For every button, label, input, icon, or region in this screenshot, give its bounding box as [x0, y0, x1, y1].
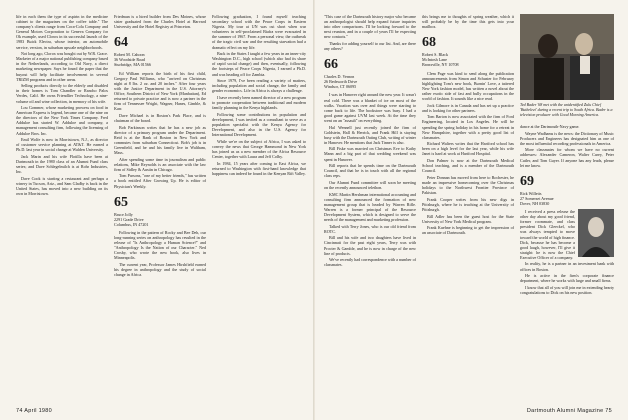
- paragraph: While we're on the subject of Africa, I was asked to convey the news that George Hammond in New York has joined us as a new member of the Africa Resource Center, together with Laura and Jeff Colby.: [212, 138, 306, 159]
- class-secretary-address: [324, 74, 416, 89]
- class-year-heading: 64: [114, 35, 128, 51]
- address-line: Rick Willetts: [520, 190, 542, 196]
- paragraph: Jack Marin and his wife Flotilla have been at Dartmouth in the 1980 class of an Alumni Fund class series; and Dave Schlegelmilch is at Rohr Industries, Inc.: [16, 153, 108, 175]
- paragraph: In reality, he is a partner in an investment bank with offices in Boston.: [520, 261, 614, 272]
- address-line: 26 Bedsworth Drive: [324, 79, 358, 85]
- paragraph: Thanks for adding yourself to our list. And, are there any others?: [324, 40, 416, 52]
- photo-gleeckel: [578, 209, 614, 257]
- class-secretary-address: [114, 52, 206, 67]
- paragraph: Jock Gilmore is in Canada and has set up a practice and is looking for other partners.: [422, 102, 514, 113]
- paragraph: Dave Cook is starting a restaurant and perhaps a winery in Tucson, Ariz., and Sam Gladby is back in the United States, has moved into a new building on its own in Morristown.: [16, 175, 108, 197]
- paragraph: More classmates for whom we have no current addresses: Alexander Cameron, Walter Carey, Peter Cutler, and Tom Guyer. If anyone has any leads, please let me know.: [520, 147, 614, 168]
- right-col-1: [324, 14, 416, 414]
- address-line: Sturbridge, MA 01566: [114, 62, 151, 68]
- paragraph: I received a press release the other day about my good friend, former roommate, and class president Dick Gleeckel, who was always tempted to move toward the world of high finance. Dick, because he has become a good laugh, however, I'll give it straight: he is now the Chief Executive Officer of a company.: [520, 209, 575, 260]
- paragraph: Wayne Wadhams is the news: the Dictionary of Music Producers and Engineers has designated him as one of the most influential recording professionals in America.: [520, 130, 614, 146]
- paragraph: Bob Parkinson writes that he has a new job as director of a primary program under the Department. Reid is at the Bank of Boston in New York and commutes from suburban Connecticut. Bob's job is in Greenfield, and he and his family live in Waltham, Mass.: [114, 124, 206, 155]
- paragraph: Clem Page was kind to send along the publication announcements from Simon and Schuster for February highlighting Tom's new book, Burnin' Love, a tattered New York fashion model, has written a novel about the rather exotic side of fast and bully occupations in the world of fashion. It sounds like a nice read.: [422, 70, 514, 102]
- photo-image: [520, 14, 614, 100]
- paragraph: Tom Barton is now associated with the firm of Ford Engineering, located in Los Angeles. He will be spending the spring holiday in his home for a retreat in New Hampshire, together with a pretty good list of classmates.: [422, 114, 514, 140]
- paragraph: Don Palmer is now at the Dartmouth Medical School teaching, and is a member of the Dartmouth Council.: [422, 158, 514, 174]
- paragraph: Talked with Terry Jones, who is our old friend from ROTC.: [324, 223, 416, 234]
- address-line: 36 Woodside Road: [114, 57, 145, 63]
- paragraph: Not long ago, Clorox was bought out by W.R. Grace. Marketer of a major national publishing company based in the Netherlands, according to Old Navy, a direct marketing newspaper. Says he found the paper that the buyout will help facilitate involvement in several TRIZM programs and in other areas.: [16, 51, 108, 82]
- paragraph: He is active in the firm's corporate finance department, where he works with large and small firms.: [520, 273, 614, 284]
- address-line: Robert M. Cahoon: [114, 52, 145, 58]
- paragraph: KMC Martin Hershman international accounting and consulting firm announced the formation of new management group that is headed by Warren Rifle. Warren is a former principal of the Resource Development System, which is designed to serve the needs of the management and marketing profession.: [324, 191, 416, 223]
- paragraph: Bill and his wife and two daughters have lived in Cincinnati for the past eight years, Terry was with Procter & Gamble, and he is now in charge of the new line of products.: [324, 235, 416, 256]
- paragraph: Ed William reports the birth of his first child, Gregory Paul Williams, who "arrived on Christmas night at 8 lbs. 2 oz. and 20 inches." After four years with the Justice Department in the U.S. Attorney's Office, Southern District of New York (Manhattan), Ed returned to private practice and is now a partner in the firm of Tennessee Wright, Wagner, Hanes, Gimble, & Karr.: [114, 70, 206, 112]
- right-col-2: [422, 14, 514, 414]
- left-col-2: [114, 14, 206, 414]
- paragraph: Following some contributions in population and development, I was invited as a consultant to serve as a population specialist with the Kenya Agency for Development, and also in the U.S. Agency for International Development.: [212, 111, 306, 138]
- paragraph: Richard Walters writes that the Hartford school has been on a high level for the last year, while his wife Janet is hard at work at Hartford Hospital.: [422, 141, 514, 157]
- paragraph: Our Alumni Fund committee will soon be meeting on the recently announced telethon.: [324, 179, 416, 191]
- paragraph: The current year, Professor James Hirshfield earned his degree in anthropology and the study of social change in Africa.: [114, 261, 206, 278]
- class-year-heading: 66: [324, 57, 338, 73]
- paragraph: Frank Kuehne is beginning to get the impression of an associate of Dartmouth.: [422, 225, 514, 236]
- address-line: 2291 Grade Drive: [114, 216, 144, 222]
- class-year-heading: 65: [114, 194, 128, 210]
- left-page-footer: 74 April 1980: [16, 408, 53, 414]
- left-col-3: [212, 14, 306, 414]
- paragraph: this brings me to thoughts of spring weather, which it will probably be by the time this gets into your mailbox.: [422, 14, 514, 30]
- class-year-heading: 68: [422, 35, 436, 51]
- paragraph: Back in the States I taught a few years in an inner-city Washington D.C., high school (which also had its share of rapid social change) and then, eventually, following the footsteps of Peace Corps Nigeria, I earned a Ph.D. and was heading off for Zambia.: [212, 51, 306, 77]
- paragraph: After spending some time in journalism and public relations, Mike Reynolds is an associate with the law firm of Sidley & Austin in Chicago.: [114, 156, 206, 172]
- paragraph: Selling products directly to the elderly and disabled in their homes is Tom Chandler or Rancho Palos Verdes, Calif. He owns Friendlier Technology, a nine-volume oil and wine collection, in memory of his wife.: [16, 83, 108, 104]
- class-secretary-address: [520, 191, 614, 206]
- address-line: Columbus, IN 47201: [114, 221, 149, 227]
- photo-bader-chief: [520, 14, 614, 100]
- right-col-3: [520, 124, 614, 400]
- paragraph: Peter Donnan has moved from here to Rochester, he made an impressive homecoming over the Christmas holidays to the Northwest Frontier Province of Pakistan.: [422, 174, 514, 196]
- portrait-image: [578, 209, 614, 257]
- paragraph: life in each them the type of aspirin in the medicine cabinet to the magazines on the coffee table." The company's clients range from Coca-Cola Company and General Motors Corporation to Geneva Company for Ok example, used Clorox in its successful launch of the 1983 Buick Electra, whose interior, an automobile service, version, in suburban upscale neighborhoods.: [16, 14, 108, 50]
- address-line: McIntosh Lane: [422, 57, 447, 63]
- paragraph: Bill reports that he spends time on the Dartmouth Council, and that he is in touch with all the regional class reps.: [324, 163, 416, 179]
- address-line: Charles D. Vernon: [324, 74, 355, 80]
- class-secretary-address: [114, 212, 206, 227]
- left-col-1: [16, 14, 108, 406]
- paragraph: I know that all of you will join me in extending hearty congratulations to Dick on his new position.: [520, 284, 614, 295]
- address-line: Bronxville, NY 10708: [422, 62, 459, 68]
- paragraph: Lou Gommer, whose marketing prowess on food in American Express is legend, became one of the nine on the directors of the New York Times Company. Fred Adduloe has started W. Adduloe and company, a management consulting firm, following the licensing of Adduloe Bros. Inc.: [16, 105, 108, 136]
- paragraph: Tom Parsons, "one of my better friends," has written a book entitled After Growing Up. He is editor of Physician's Weekly.: [114, 173, 206, 189]
- paragraph: "This case of the Dartmouth history major who became an anthropologist should help expand future inquiries into other comparisons. I'll be looking forward to the next reunion, and in a couple of years I'll be expecting new contacts.": [324, 14, 416, 40]
- paragraph: Frank Cooper writes from his new digs in Pittsburgh, where he is teaching at the University of Pittsburgh.: [422, 196, 514, 212]
- paragraph: Dave Michael is in Boston's Park Place, and is chairman of the board.: [114, 112, 206, 123]
- paragraph: Following graduation, I found myself teaching secondary school with the Peace Corps in Eastern Nigeria. My tour at UN was cut short when war volunteers in self-proclaimed Biafra were evacuated in the summer of 1967. From a personal view, the outbreak of the tragic civil war and the resulting starvation had a dramatic effect on my life.: [212, 14, 306, 50]
- paragraph: I have recently been named director of a new program to promote cooperation between traditional and modern family planning in the Kenya highlands.: [212, 94, 306, 111]
- page-gutter: [313, 0, 315, 420]
- paragraph: dance at the Dartmouth-Navy game.: [520, 124, 580, 129]
- paragraph: Bill Fiske was married on Christmas Eve to Kathy Mann and a big part of that wedding weekend was spent in Hanover.: [324, 146, 416, 162]
- class-secretary-address: [422, 52, 514, 67]
- photo-caption: Ted Bader '68 met with the unidentified Zulu Chief 'Buthelezi' during a recent trip to South Africa. Bader is a television producer with Good Morning America.: [520, 102, 613, 117]
- paragraph: We've recently had correspondence with a number of classmates.: [324, 257, 416, 268]
- paragraph: Friedman is a hired builder from Des Moines, whose sister graduated from the Charles Hotel at Harvard University and the Hotel Registry at Princeton.: [114, 14, 206, 30]
- paragraph: Emil Wolfe is now in Morristown, N.J., as director of customer service planning at AT&T. He earned a Ph.D. last year in social change at Walden University.: [16, 137, 108, 153]
- address-line: Robert S. Black: [422, 52, 449, 58]
- address-line: Dover, NH 03830: [520, 200, 550, 206]
- right-page-footer: Dartmouth Alumni Magazine 75: [526, 408, 612, 414]
- address-line: 27 Somerset Avenue: [520, 195, 554, 201]
- paragraph: In 1984, 15 years after coming to East Africa, we returned to Washington with first-hand knowledge that happiness can indeed be found in the Kenyan Rift Valley.: [212, 160, 306, 176]
- paragraph: Following in the pattern of Rocky and Bee Deh, our long-running series on anthropology has resulted in the release of "Is Anthropology a Human Science?" and "Anthropology Is the Nation of our Character." Ned Crosby, who wrote the new book, also lives in Minneapolis.: [114, 229, 206, 261]
- paragraph: Since 1979, I've been reading a variety of matters, including population and social change, the family and gender economics. Life in Africa is always a challenge.: [212, 78, 306, 94]
- paragraph: Hal Wennell just recently joined the firm of Goldstein, Hall & Herrick, and Frank Hill is staying busy with the Dartmouth Outing Club, writing of winter in Hanover. He mentions that Jack Tinner is also.: [324, 124, 416, 145]
- address-line: Bruce Jolly: [114, 211, 133, 217]
- paragraph: I was in Hanover right around the new year. It wasn't real cold. There was a blanket of ice on most of the walks. Vacation was over and things were starting to come back to life. The bookstore was busy. I had a good game against UVM last week. At the time they went on an "assault" on everything.: [324, 92, 416, 123]
- class-year-heading: 69: [520, 173, 534, 189]
- address-line: Windsor, CT 06095: [324, 84, 357, 90]
- paragraph: Bill Adler has been the guest host for the State University of New York Medical program.: [422, 213, 514, 224]
